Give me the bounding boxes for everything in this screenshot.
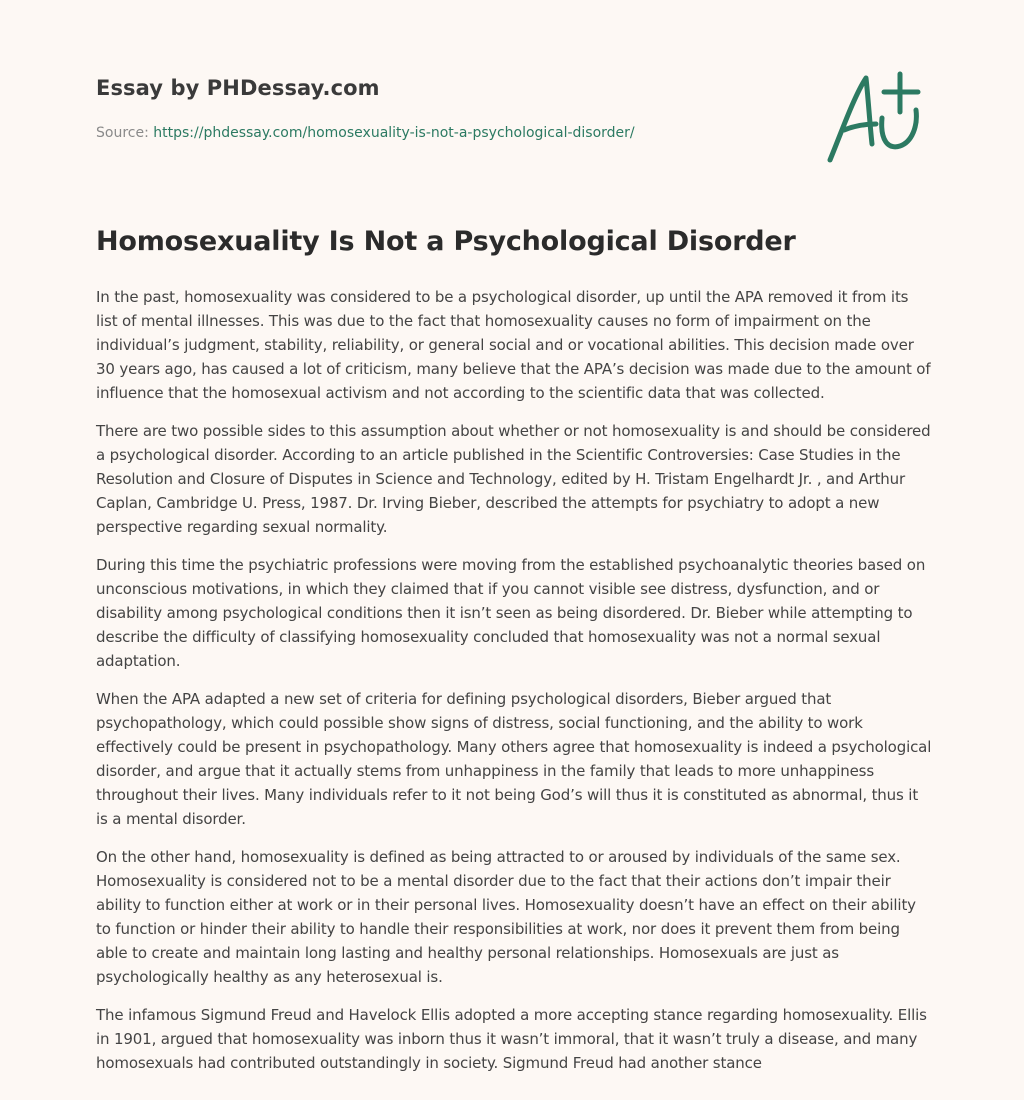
essay-paragraph: The infamous Sigmund Freud and Havelock Ellis adopted a more accepting stance regarding homosexuality. Ellis in 1901, argued that homosexuality was inborn thus it wasn’t immoral, that it wasn’t truly a disease, and many homosexuals had contributed outstandingly in society. Sigmund Freud had another stance — [96, 1006, 927, 1072]
essay-paragraph: In the past, homosexuality was considered to be a psychological disorder, up until the APA removed it from its list of mental illnesses. This was due to the fact that homosexuality causes no form of impairment on the individual’s judgment, stability, reliability, or general social and or vocational abilities. This decision made over 30 years ago, has caused a lot of criticism, many believe that the APA’s decision was made due to the amount of influence that the homosexual activism and not according to the scientific data that was collected. — [96, 288, 931, 402]
essay-paragraph: On the other hand, homosexuality is defined as being attracted to or aroused by individuals of the same sex. Homosexuality is considered not to be a mental disorder due to the fact that their actions don’t impair their ability to function either at work or in their personal lives. Homosexuality doesn’t have an effect on their ability to function or hinder their ability to handle their responsibilities at work, nor does it prevent them from being able to create and maintain long lasting and healthy personal relationships. Homosexuals are just as psychologically healthy as any heterosexual is. — [96, 848, 916, 986]
essay-title: Homosexuality Is Not a Psychological Disorder — [96, 226, 796, 257]
source-link[interactable]: https://phdessay.com/homosexuality-is-not-a-psychological-disorder/ — [153, 125, 635, 141]
source-label: Source: — [96, 125, 149, 141]
essay-paragraph: During this time the psychiatric professions were moving from the established psychoanalytic theories based on unconscious motivations, in which they claimed that if you cannot visible see distress, dysfunction, and or disability among psychological conditions then it isn’t seen as being disordered. Dr. Bieber while attempting to describe the difficulty of classifying homosexuality concluded that homosexuality was not a normal sexual adaptation. — [96, 556, 926, 670]
a-plus-logo-icon — [820, 66, 930, 166]
essay-body — [96, 285, 932, 1089]
essay-paragraph: There are two possible sides to this assumption about whether or not homosexuality is and should be considered a psychological disorder. According to an article published in the Scientific Controversies: Case Studies in the Resolution and Closure of Disputes in Science and Technology, edited by H. Tristam Engelhardt Jr. , and Arthur Caplan, Cambridge U. Press, 1987. Dr. Irving Bieber, described the attempts for psychiatry to adopt a new perspective regarding sexual normality. — [96, 422, 931, 536]
essay-paragraph: When the APA adapted a new set of criteria for defining psychological disorders, Bieber argued that psychopathology, which could possible show signs of distress, social functioning, and the ability to work effectively could be present in psychopathology. Many others agree that homosexuality is indeed a psychological disorder, and argue that it actually stems from unhappiness in the family that leads to more unhappiness throughout their lives. Many individuals refer to it not being God’s will thus it is constituted as abnormal, thus it is a mental disorder. — [96, 690, 932, 828]
source-line — [96, 125, 635, 141]
site-title: Essay by PHDessay.com — [96, 76, 380, 100]
